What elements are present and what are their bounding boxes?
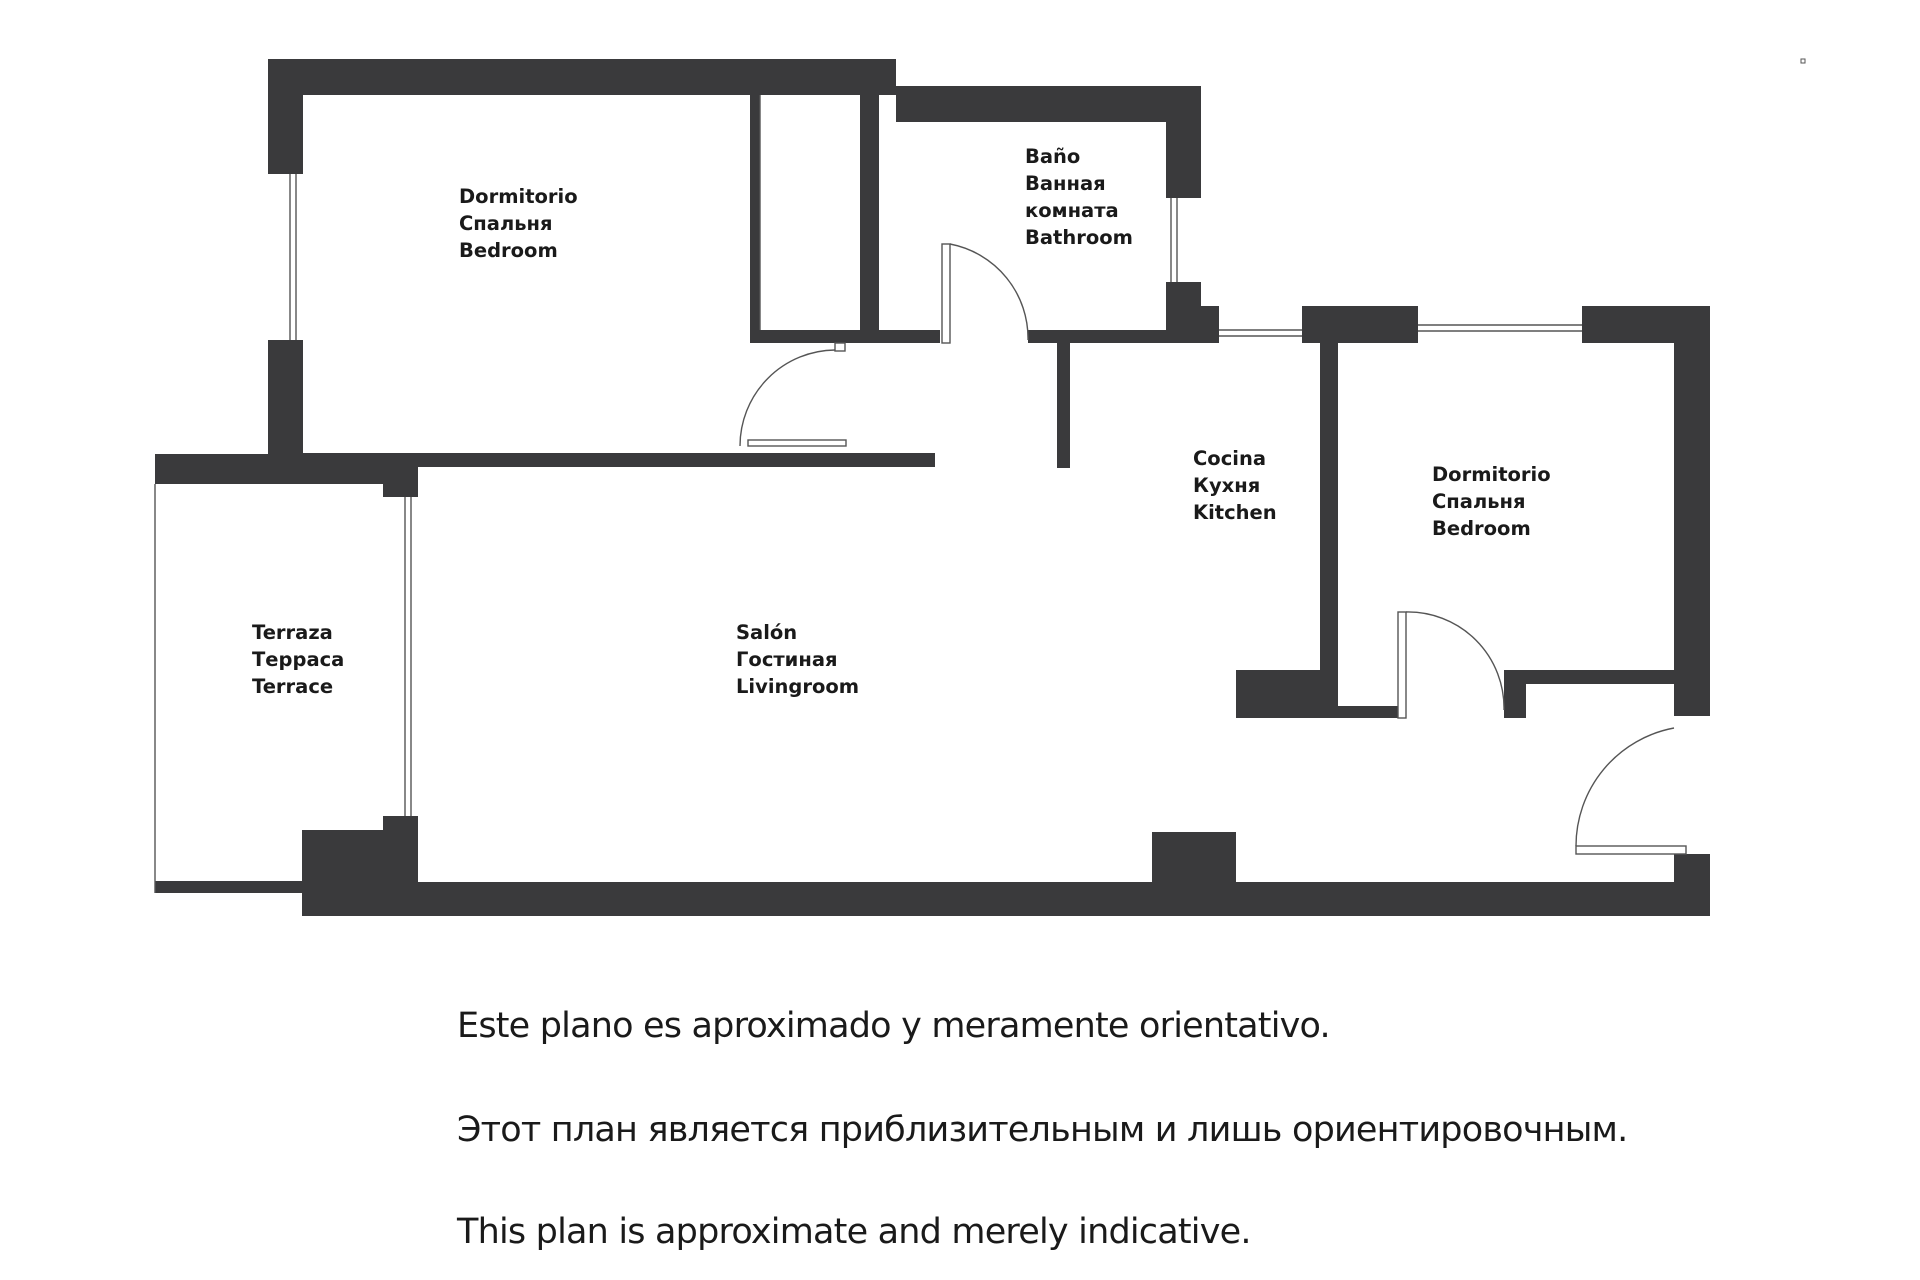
terrace-en: Terrace <box>252 675 334 698</box>
terrace-label <box>252 619 344 700</box>
livingroom-en: Livingroom <box>736 675 860 698</box>
bedroom1-ru: Спальня <box>459 212 553 235</box>
livingroom-label <box>736 619 859 700</box>
disclaimer-es: Este plano es aproximado y meramente orientativo. <box>457 1006 1330 1046</box>
bathroom-label <box>1025 143 1133 251</box>
bathroom-ru2: комната <box>1025 199 1119 222</box>
bedroom2-es: Dormitorio <box>1432 463 1551 486</box>
bathroom-en: Bathroom <box>1025 226 1133 249</box>
livingroom-es: Salón <box>736 621 798 644</box>
terrace-es: Terraza <box>252 621 333 644</box>
kitchen-ru: Кухня <box>1193 474 1261 497</box>
bedroom2-en: Bedroom <box>1432 517 1531 540</box>
disclaimer-ru: Этот план является приблизительным и лишь ориентировочным. <box>457 1110 1628 1150</box>
bedroom2-label <box>1432 461 1551 542</box>
bedroom1-en: Bedroom <box>459 239 558 262</box>
livingroom-ru: Гостиная <box>736 648 838 671</box>
kitchen-es: Cocina <box>1193 447 1266 470</box>
bathroom-ru1: Ванная <box>1025 172 1106 195</box>
bedroom2-ru: Спальня <box>1432 490 1526 513</box>
bedroom1-label <box>459 183 578 264</box>
marker <box>1801 59 1805 63</box>
disclaimer-en: This plan is approximate and merely indicative. <box>457 1212 1251 1252</box>
bathroom-es: Baño <box>1025 145 1081 168</box>
terrace-ru: Терраса <box>252 648 345 671</box>
kitchen-en: Kitchen <box>1193 501 1277 524</box>
bedroom1-es: Dormitorio <box>459 185 578 208</box>
kitchen-label <box>1193 445 1277 526</box>
